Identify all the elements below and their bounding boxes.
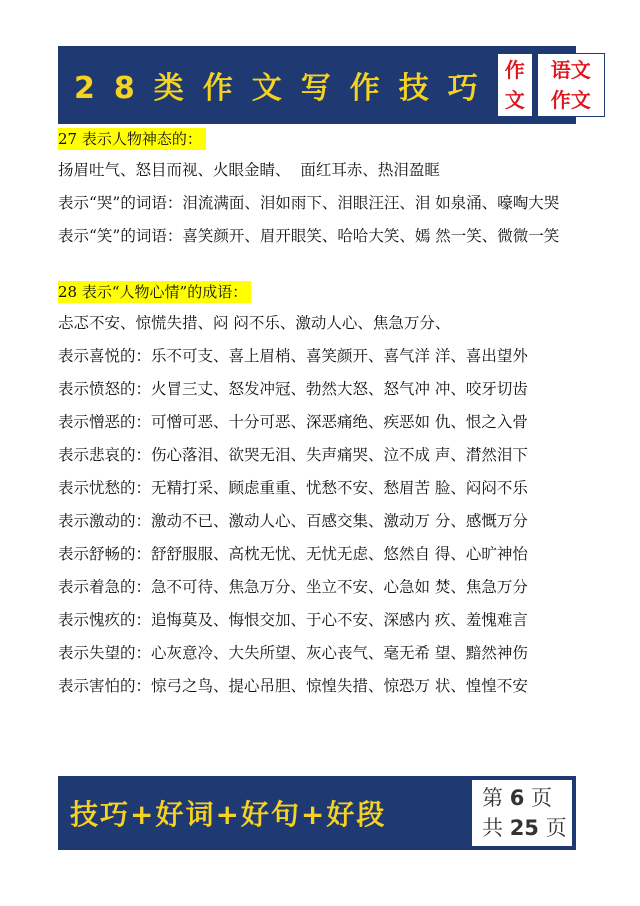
page-current: 6 bbox=[509, 786, 525, 810]
page-title: 28类作文写作技巧 bbox=[74, 71, 497, 106]
page-total: 25 bbox=[509, 816, 539, 840]
zuowen-badge bbox=[497, 53, 533, 117]
text-line: 忐忑不安、惊慌失措、闷 闷不乐、激动人心、焦急万分、 bbox=[58, 314, 451, 332]
text-line: 扬眉吐气、怒目而视、火眼金睛、 面红耳赤、热泪盈眶 bbox=[58, 161, 440, 179]
badge-char-1: 作 bbox=[504, 58, 525, 82]
page-suffix: 页 bbox=[531, 786, 552, 810]
total-prefix: 共 bbox=[482, 816, 503, 840]
text-line: 表示失望的：心灰意冷、大失所望、灰心丧气、毫无希 望、黯然神伤 bbox=[58, 644, 528, 662]
header-banner bbox=[58, 46, 591, 124]
page-indicator bbox=[472, 780, 572, 846]
page-prefix: 第 bbox=[482, 786, 503, 810]
text-line: 表示喜悦的：乐不可支、喜上眉梢、喜笑颜开、喜气洋 洋、喜出望外 bbox=[58, 347, 528, 365]
text-line: 表示“笑”的词语：喜笑颜开、眉开眼笑、哈哈大笑、嫣 然一笑、微微一笑 bbox=[58, 227, 560, 245]
section-28 bbox=[58, 281, 578, 703]
text-line: 表示害怕的：惊弓之鸟、提心吊胆、惊惶失措、惊恐万 状、惶惶不安 bbox=[58, 677, 528, 695]
text-line: 表示着急的：急不可待、焦急万分、坐立不安、心急如 焚、焦急万分 bbox=[58, 578, 528, 596]
section-heading: 27 表示人物神态的： bbox=[58, 128, 206, 150]
yuwen-zuowen-badge bbox=[537, 53, 605, 117]
text-line: 表示悲哀的：伤心落泪、欲哭无泪、失声痛哭、泣不成 声、潸然泪下 bbox=[58, 446, 528, 464]
section-heading: 28 表示“人物心情”的成语： bbox=[58, 281, 251, 303]
section-27 bbox=[58, 128, 578, 253]
text-line: 表示“哭”的词语：泪流满面、泪如雨下、泪眼汪汪、泪 如泉涌、嚎啕大哭 bbox=[58, 194, 560, 212]
footer-banner bbox=[58, 776, 576, 850]
content bbox=[58, 128, 578, 703]
text-line: 表示舒畅的：舒舒服服、高枕无忧、无忧无虑、悠然自 得、心旷神怡 bbox=[58, 545, 528, 563]
text-line: 表示忧愁的：无精打采、顾虑重重、忧愁不安、愁眉苦 脸、闷闷不乐 bbox=[58, 479, 528, 497]
badge-line-2: 作文 bbox=[550, 88, 591, 112]
total-suffix: 页 bbox=[545, 816, 567, 840]
page-total-line bbox=[482, 813, 572, 843]
text-line: 表示愤怒的：火冒三丈、怒发冲冠、勃然大怒、怒气冲 冲、咬牙切齿 bbox=[58, 380, 528, 398]
text-line: 表示愧疚的：追悔莫及、悔恨交加、于心不安、深感内 疚、羞愧难言 bbox=[58, 611, 528, 629]
page-current-line bbox=[482, 783, 572, 813]
text-line: 表示憎恶的：可憎可恶、十分可恶、深恶痛绝、疾恶如 仇、恨之入骨 bbox=[58, 413, 528, 431]
badge-char-2: 文 bbox=[504, 88, 525, 112]
text-line: 表示激动的：激动不已、激动人心、百感交集、激动万 分、感慨万分 bbox=[58, 512, 528, 530]
footer-title: 技巧+好词+好句+好段 bbox=[70, 798, 387, 831]
badge-line-1: 语文 bbox=[550, 58, 591, 82]
